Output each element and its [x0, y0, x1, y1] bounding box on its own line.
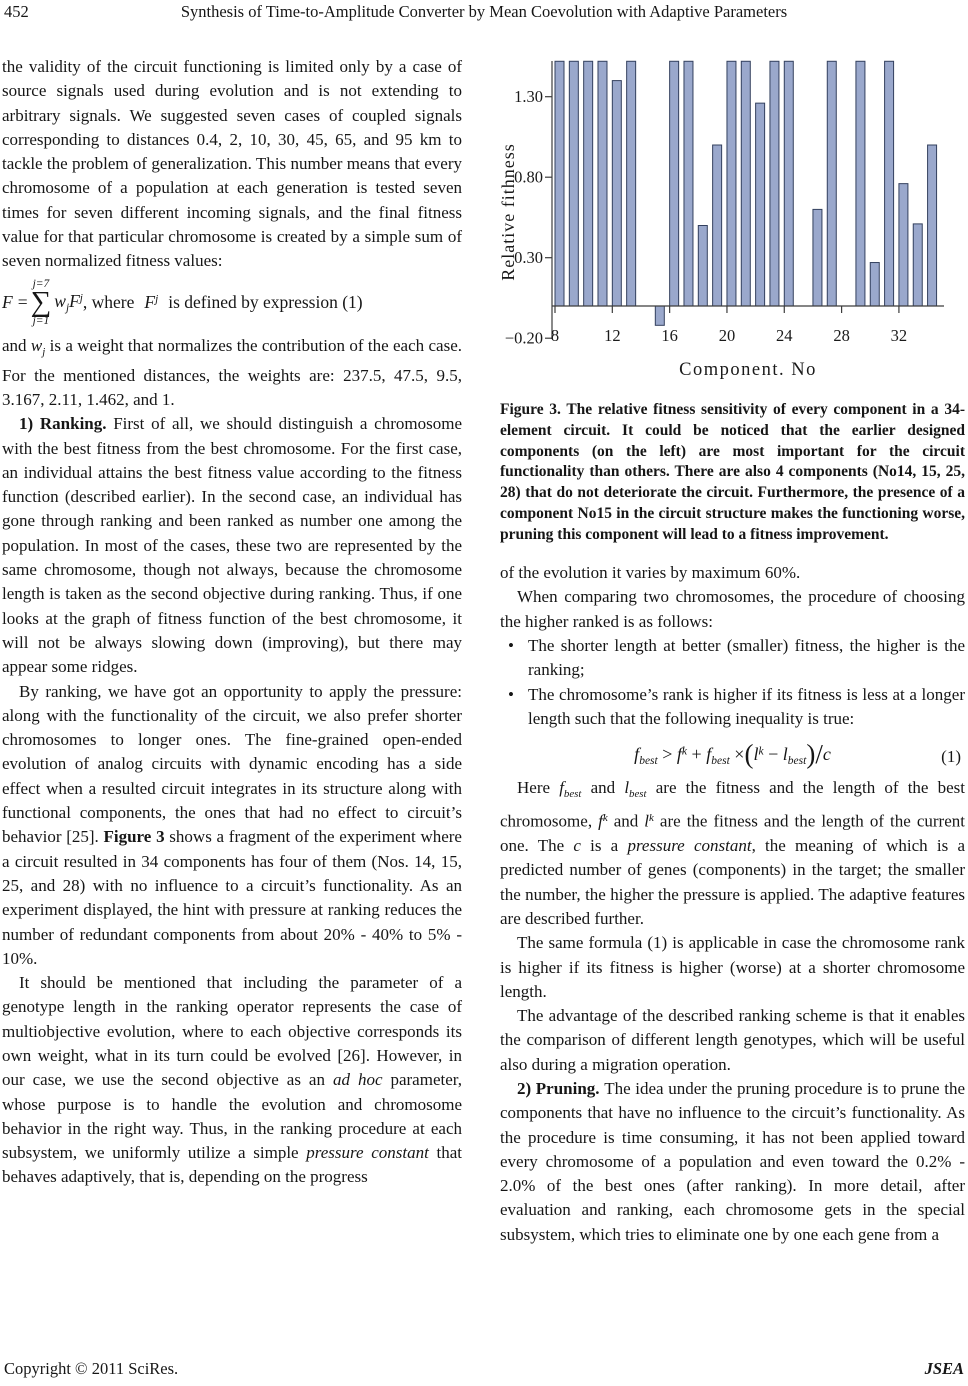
paragraph: of the evolution it varies by maximum 60%. [500, 563, 801, 583]
page-number: 452 [4, 2, 29, 21]
paragraph-ranking: 1) Ranking. First of all, we should distinguish a chromosome with the best fitness from the best chromosome. For the first case, an individual attains the best fitness value according to the fitness function (described earlier). In the second case, an individual has gone through ranking and been ranked as number one among the population. In most of the cases, these two are represented by the same chromosome, though not always, because the chromosome length is taken as the second objective during ranking. Thus, if one looks at the graph of fitness function of the best chromosome, it will not be always slowing down (improving), but there may appear some ridges. [2, 414, 462, 677]
bullet-icon: • [508, 635, 514, 655]
paragraph: the validity of the circuit functioning is limited only by a case of source signals used during evolution and is not extending to arbitrary signals. We suggested seven cases of coupled signals corresponding to distances 0.4, 2, 10, 30, 45, 65, and 95 km to tackle the problem of generalization. This number means that every chromosome of a population at each generation is tested seven times for seven different incoming signals, and the final fitness value for that particular chromosome is created by a simple sum of seven normalized fitness values: [2, 57, 462, 271]
paragraph: and $w_j$ is a weight that normalizes the contribution of the each case. For the mentioned distances, the weights are: 237.5, 47.5, 9.5, 3.167, 2.11, 1.462, and 1. [2, 335, 462, 409]
svg-text:0.80: 0.80 [514, 167, 543, 187]
paragraph: The same formula (1) is applicable in case the chromosome rank is higher if its fitness is higher (worse) at a shorter chromosome length. [500, 933, 965, 1001]
journal-abbreviation: JSEA [924, 1359, 964, 1378]
paragraph: By ranking, we have got an opportunity to apply the pressure: along with the functionality of the circuit, we also prefer shorter chromosomes to longer ones. The fine-grained open-ended evolution of analog circuits with dynamic encoding has a side effect when a resulted circuit integrates in its structure along with functional components, the ones that had no effect to circuit’s behavior [25]. Figure 3 shows a fragment of the experiment where a circuit resulted in 34 components has four of them (Nos. 14, 15, 25, and 28) with no influence to a circuit’s functionality. As an experiment displayed, the hint with pressure at ranking reduces the number of redundant components from about 20% - 40% to 5% - 10%. [2, 681, 462, 968]
figure3-caption: Figure 3. The relative fitness sensitivity of every component in a 34-element circuit. It could be noticed that the earlier designed components (on the left) are most important for the circuit functionality than others. There are also 4 components (No14, 15, 25, 28) that do not deteriorate the circuit. Furthermore, the presence of a component No15 in the circuit structure makes the functioning worse, pruning this component will lead to a fitness improvement. [500, 401, 965, 543]
svg-text:28: 28 [833, 326, 850, 345]
bullet-text: The chromosome’s rank is higher if its fitness is less at a longer length such that the following inequality is true: [528, 684, 965, 728]
formula-lhs: F [2, 292, 13, 313]
paper-title: Synthesis of Time-to-Amplitude Converter by Mean Coevolution with Adaptive Parameters [180, 2, 788, 21]
formula-mid: , where [82, 292, 135, 313]
paragraph-pruning: 2) Pruning. The idea under the pruning procedure is to prune the components that have no influence to the circuit’s functionality. As the procedure is time consuming, it has not been applied toward every chromosome of a population and even toward the 0.2% - 2.0% of the best ones (after ranking). In more detail, after evaluation and ranking, each chromosome gets in the special subsystem, which tries to eliminate one by one each gene from a [500, 1078, 965, 1244]
copyright-notice: Copyright © 2011 SciRes. [4, 1359, 179, 1378]
svg-text:12: 12 [604, 326, 621, 345]
formula-term: $w_jF^j$ [54, 291, 83, 315]
svg-text:Relative fithness: Relative fithness [500, 143, 518, 281]
svg-text:20: 20 [718, 326, 736, 345]
formula-fj: $F^j$ [144, 292, 159, 313]
svg-text:16: 16 [661, 326, 678, 345]
svg-text:8: 8 [550, 326, 560, 345]
formula-equals: = [17, 292, 28, 313]
svg-text:1.30: 1.30 [514, 87, 543, 107]
paragraph: It should be mentioned that including the parameter of a genotype length in the ranking operator represents the case of multiobjective evolution, where to each objective corresponds its own weight, what in its turn could be evolved [26]. However, in our case, we use the second objective as an ad hoc parameter, whose purpose is to handle the evolution and chromosome behavior in the right way. Thus, in the ranking procedure at each subsystem, we uniformly utilize a simple pressure constant that behaves adaptively, that is, depending on the progress [2, 973, 463, 1187]
svg-text:Component. No: Component. No [679, 360, 817, 380]
left-column [2, 55, 462, 1190]
formula-tail: is defined by expression (1) [168, 292, 363, 313]
figure-3 [500, 45, 965, 546]
paragraph: When comparing two chromosomes, the procedure of choosing the higher ranked is as follows: [500, 587, 965, 631]
paragraph: The advantage of the described ranking scheme is that it enables the comparison of different length genotypes, which will be useful also during a migration operation. [500, 1006, 965, 1074]
summation-symbol: j=7 ∑ j=1 [30, 277, 52, 327]
equation-1 [500, 739, 965, 770]
bullet-text: The shorter length at better (smaller) fitness, the higher is the ranking; [528, 635, 965, 680]
svg-text:0.30: 0.30 [514, 248, 543, 268]
bullet-item [500, 683, 965, 732]
svg-text:−0.20: −0.20 [504, 328, 543, 348]
svg-text:32: 32 [890, 326, 908, 345]
svg-text:24: 24 [776, 326, 793, 345]
figure3-bar-chart [500, 45, 962, 390]
sum-formula [2, 278, 462, 328]
equation-1-body: $f_{best} > f^k + f_{best} \times(l^k - l_{best})/c$ [634, 739, 831, 770]
bullet-item [500, 634, 965, 683]
right-column [500, 45, 965, 1247]
equation-1-number: (1) [941, 747, 961, 767]
paragraph: Here $f_{best}$ and $l_{best}$ are the fitness and the length of the best chromosome, $f^k$ and $l^k$ are the fitness and the length of the current one. The c is a pressure constant, the meaning of which is a predicted number of genes (components) in the target; the smaller the number, the higher the pressure is applied. The adaptive features are described further. [500, 778, 965, 928]
bullet-icon: • [508, 684, 514, 704]
